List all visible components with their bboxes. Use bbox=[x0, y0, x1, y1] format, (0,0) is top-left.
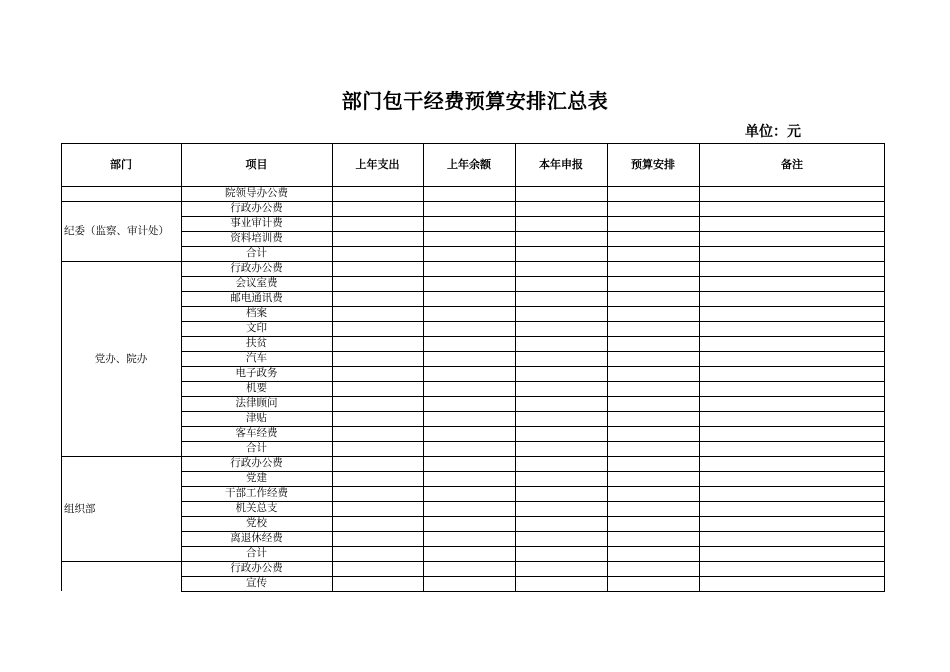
header-item: 项目 bbox=[245, 158, 268, 171]
item-cell: 扶贫 bbox=[246, 337, 267, 349]
item-cell: 合计 bbox=[246, 247, 267, 259]
header-last-year-balance: 上年余额 bbox=[447, 158, 491, 171]
item-cell: 宣传 bbox=[246, 577, 267, 589]
item-cell: 法律顾问 bbox=[235, 397, 278, 409]
item-cell: 合计 bbox=[246, 442, 267, 454]
item-cell: 离退休经费 bbox=[230, 532, 283, 544]
department-cell: 纪委（监察、审计处） bbox=[64, 225, 169, 237]
header-budget-allocation: 预算安排 bbox=[631, 158, 675, 171]
header-this-year-request: 本年申报 bbox=[539, 158, 583, 171]
item-cell: 党建 bbox=[246, 472, 267, 484]
item-cell: 客车经费 bbox=[235, 427, 278, 439]
header-department: 部门 bbox=[110, 158, 132, 171]
item-cell: 党校 bbox=[246, 517, 267, 529]
department-cell: 组织部 bbox=[64, 502, 96, 515]
item-cell: 津贴 bbox=[246, 412, 267, 424]
item-cell: 行政办公费 bbox=[230, 202, 283, 214]
item-cell: 机关总支 bbox=[235, 502, 278, 514]
item-cell: 合计 bbox=[246, 547, 267, 559]
unit-label: 单位：元 bbox=[745, 124, 801, 140]
item-cell: 会议室费 bbox=[235, 277, 278, 289]
department-cell: 党办、院办 bbox=[94, 352, 148, 365]
header-remarks: 备注 bbox=[781, 158, 803, 171]
item-cell: 机要 bbox=[246, 382, 267, 394]
page-title: 部门包干经费预算安排汇总表 bbox=[341, 89, 609, 113]
item-cell: 行政办公费 bbox=[230, 562, 283, 574]
item-cell: 院领导办公费 bbox=[225, 187, 288, 199]
item-cell: 邮电通讯费 bbox=[230, 292, 283, 304]
item-cell: 行政办公费 bbox=[230, 457, 283, 469]
item-cell: 电子政务 bbox=[235, 367, 278, 379]
item-cell: 汽车 bbox=[246, 352, 267, 364]
item-cell: 文印 bbox=[246, 322, 267, 334]
item-cell: 事业审计费 bbox=[230, 217, 283, 229]
item-cell: 行政办公费 bbox=[230, 262, 283, 274]
item-cell: 干部工作经费 bbox=[225, 487, 288, 499]
item-cell: 档案 bbox=[246, 307, 267, 319]
header-last-year-spending: 上年支出 bbox=[355, 158, 400, 171]
item-cell: 资料培训费 bbox=[230, 232, 283, 244]
